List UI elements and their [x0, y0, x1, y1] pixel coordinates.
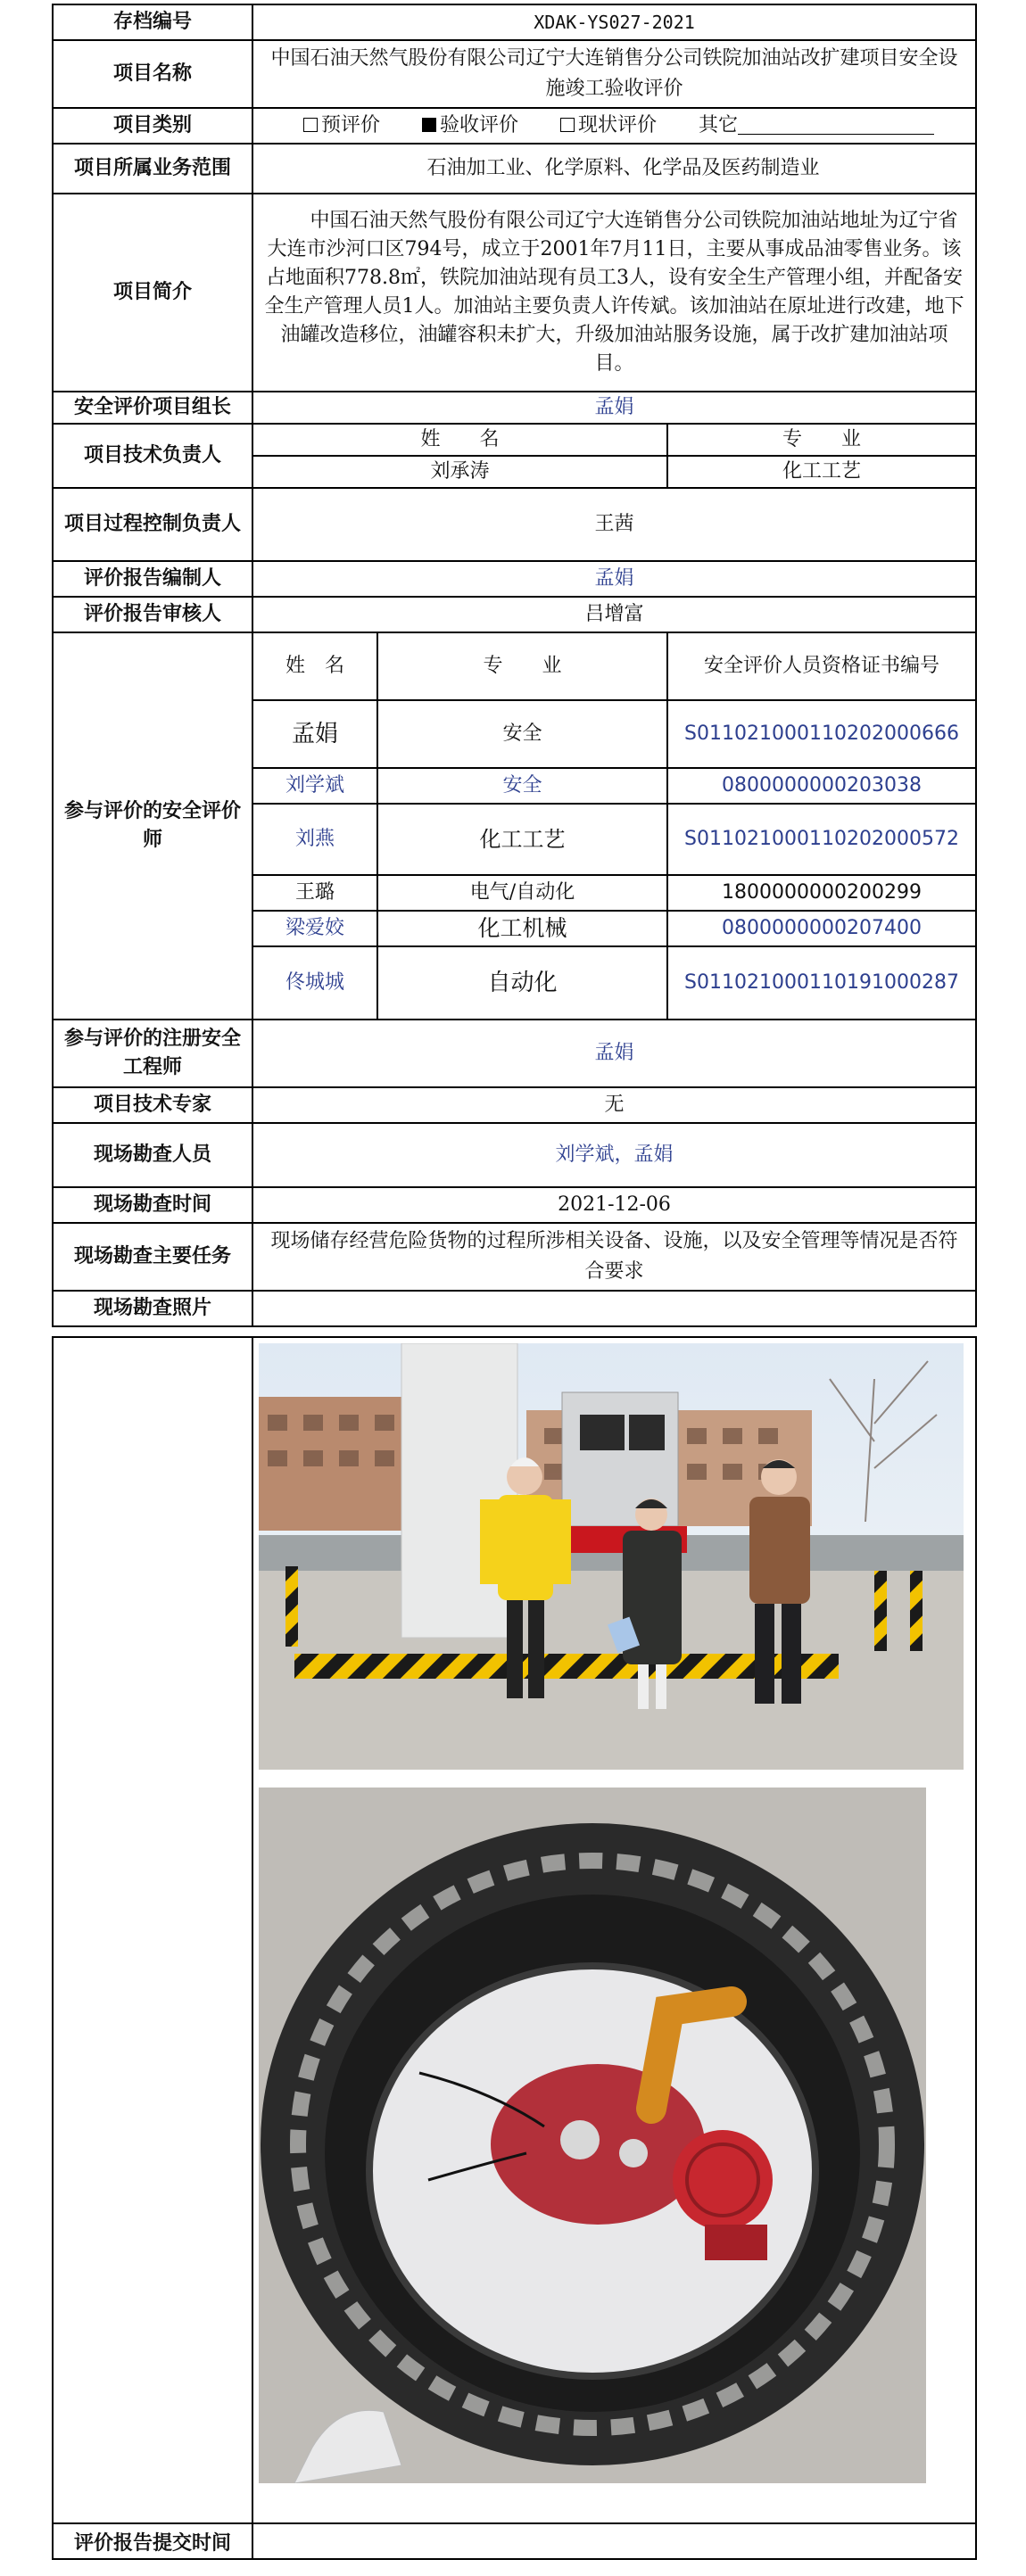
tech-lead-col-name: 姓 名 [252, 424, 667, 456]
site-survey-photo [259, 1343, 964, 1770]
survey-staff-signature: 刘学斌，孟娟 [252, 1123, 976, 1187]
tech-expert-label: 项目技术专家 [53, 1087, 252, 1123]
tank-manhole-photo [259, 1788, 926, 2483]
row-survey-time [53, 1187, 976, 1223]
team-leader-signature: 孟娟 [252, 392, 976, 424]
assessor-name-signature: 刘燕 [252, 804, 377, 875]
tech-expert-value: 无 [252, 1087, 976, 1123]
photo-cell [252, 1337, 976, 2523]
row-team-leader [53, 392, 976, 424]
checkbox-icon [303, 118, 318, 132]
process-lead-value: 王茜 [252, 488, 976, 561]
survey-task-value: 现场储存经营危险货物的过程所涉相关设备、设施，以及安全管理等情况是否符合要求 [252, 1223, 976, 1291]
row-tech-expert [53, 1087, 976, 1123]
row-assessors-header [53, 632, 976, 700]
intro-label: 项目简介 [53, 194, 252, 392]
photo-table [52, 1336, 977, 2560]
survey-time-label: 现场勘查时间 [53, 1187, 252, 1223]
survey-task-label: 现场勘查主要任务 [53, 1223, 252, 1291]
assessor-name-signature: 刘学斌 [252, 768, 377, 804]
row-report-author [53, 561, 976, 597]
row-archive [53, 4, 976, 40]
report-reviewer-label: 评价报告审核人 [53, 597, 252, 632]
project-type-label: 项目类别 [53, 108, 252, 144]
project-name-value: 中国石油天然气股份有限公司辽宁大连销售分公司铁院加油站改扩建项目安全设施竣工验收评价 [252, 40, 976, 108]
project-name-label: 项目名称 [53, 40, 252, 108]
survey-photos-label: 现场勘查照片 [53, 1291, 252, 1326]
checkbox-checked-icon [422, 118, 436, 132]
row-survey-staff [53, 1123, 976, 1187]
assessor-name-signature: 梁爱姣 [252, 911, 377, 946]
tech-lead-label: 项目技术负责人 [53, 424, 252, 488]
submit-time-value [252, 2523, 976, 2559]
assessor-major: 自动化 [377, 946, 667, 1020]
reg-engineer-signature: 孟娟 [252, 1020, 976, 1087]
assessor-cert: S011021000110202000572 [667, 804, 976, 875]
assessors-col-cert: 安全评价人员资格证书编号 [667, 632, 976, 700]
other-blank-line [738, 114, 934, 135]
row-survey-task [53, 1223, 976, 1291]
report-author-signature: 孟娟 [252, 561, 976, 597]
assessor-major: 化工机械 [377, 911, 667, 946]
survey-staff-label: 现场勘查人员 [53, 1123, 252, 1187]
row-submit-time [53, 2523, 976, 2559]
tech-lead-name: 刘承涛 [252, 456, 667, 488]
assessor-major: 化工工艺 [377, 804, 667, 875]
submit-time-label: 评价报告提交时间 [53, 2523, 252, 2559]
team-leader-label: 安全评价项目组长 [53, 392, 252, 424]
survey-time-value: 2021-12-06 [252, 1187, 976, 1223]
assessors-label: 参与评价的安全评价师 [53, 632, 252, 1020]
row-project-name [53, 40, 976, 108]
report-author-label: 评价报告编制人 [53, 561, 252, 597]
assessors-col-major: 专 业 [377, 632, 667, 700]
report-reviewer-value: 吕增富 [252, 597, 976, 632]
assessors-col-name: 姓 名 [252, 632, 377, 700]
business-scope-value: 石油加工业、化学原料、化学品及医药制造业 [252, 144, 976, 194]
assessor-name: 孟娟 [252, 700, 377, 768]
assessor-cert: 0800000000203038 [667, 768, 976, 804]
info-table [52, 4, 977, 1327]
option-status-eval[interactable]: 现状评价 [560, 114, 657, 136]
row-survey-photos [53, 1291, 976, 1326]
row-reg-engineer [53, 1020, 976, 1087]
assessor-major: 安全 [377, 700, 667, 768]
row-intro [53, 194, 976, 392]
assessor-cert: S011021000110202000666 [667, 700, 976, 768]
assessor-cert: 1800000000200299 [667, 875, 976, 911]
row-process-lead [53, 488, 976, 561]
assessor-major: 安全 [377, 768, 667, 804]
row-business-scope [53, 144, 976, 194]
option-other[interactable]: 其它 [699, 114, 934, 136]
tech-lead-major: 化工工艺 [667, 456, 976, 488]
row-project-type [53, 108, 976, 144]
row-report-reviewer [53, 597, 976, 632]
assessor-cert: 0800000000207400 [667, 911, 976, 946]
archive-number: XDAK-YS027-2021 [252, 4, 976, 40]
option-acceptance-eval[interactable]: 验收评价 [422, 114, 518, 136]
tech-lead-col-major: 专 业 [667, 424, 976, 456]
checkbox-icon [560, 118, 575, 132]
evaluation-form [52, 4, 975, 2560]
assessor-cert: S011021000110191000287 [667, 946, 976, 1020]
option-pre-eval[interactable]: 预评价 [303, 114, 380, 136]
process-lead-label: 项目过程控制负责人 [53, 488, 252, 561]
assessor-name-signature: 佟城城 [252, 946, 377, 1020]
intro-value: 中国石油天然气股份有限公司辽宁大连销售分公司铁院加油站地址为辽宁省大连市沙河口区794号，成立于2001年7月11日，主要从事成品油零售业务。该占地面积778.8㎡，铁院加油站现有员工3人，设有安全生产管理小组，并配备安全生产管理人员1人。加油站主要负责人许传斌。该加油站在原址进行改建，地下油罐改造移位，油罐容积未扩大，升级加油站服务设施，属于改扩建加油站项目。 [252, 194, 976, 392]
assessor-major: 电气/自动化 [377, 875, 667, 911]
row-tech-lead-header [53, 424, 976, 456]
reg-engineer-label: 参与评价的注册安全工程师 [53, 1020, 252, 1087]
business-scope-label: 项目所属业务范围 [53, 144, 252, 194]
archive-label: 存档编号 [53, 4, 252, 40]
project-type-options [252, 108, 976, 144]
assessor-name: 王璐 [252, 875, 377, 911]
